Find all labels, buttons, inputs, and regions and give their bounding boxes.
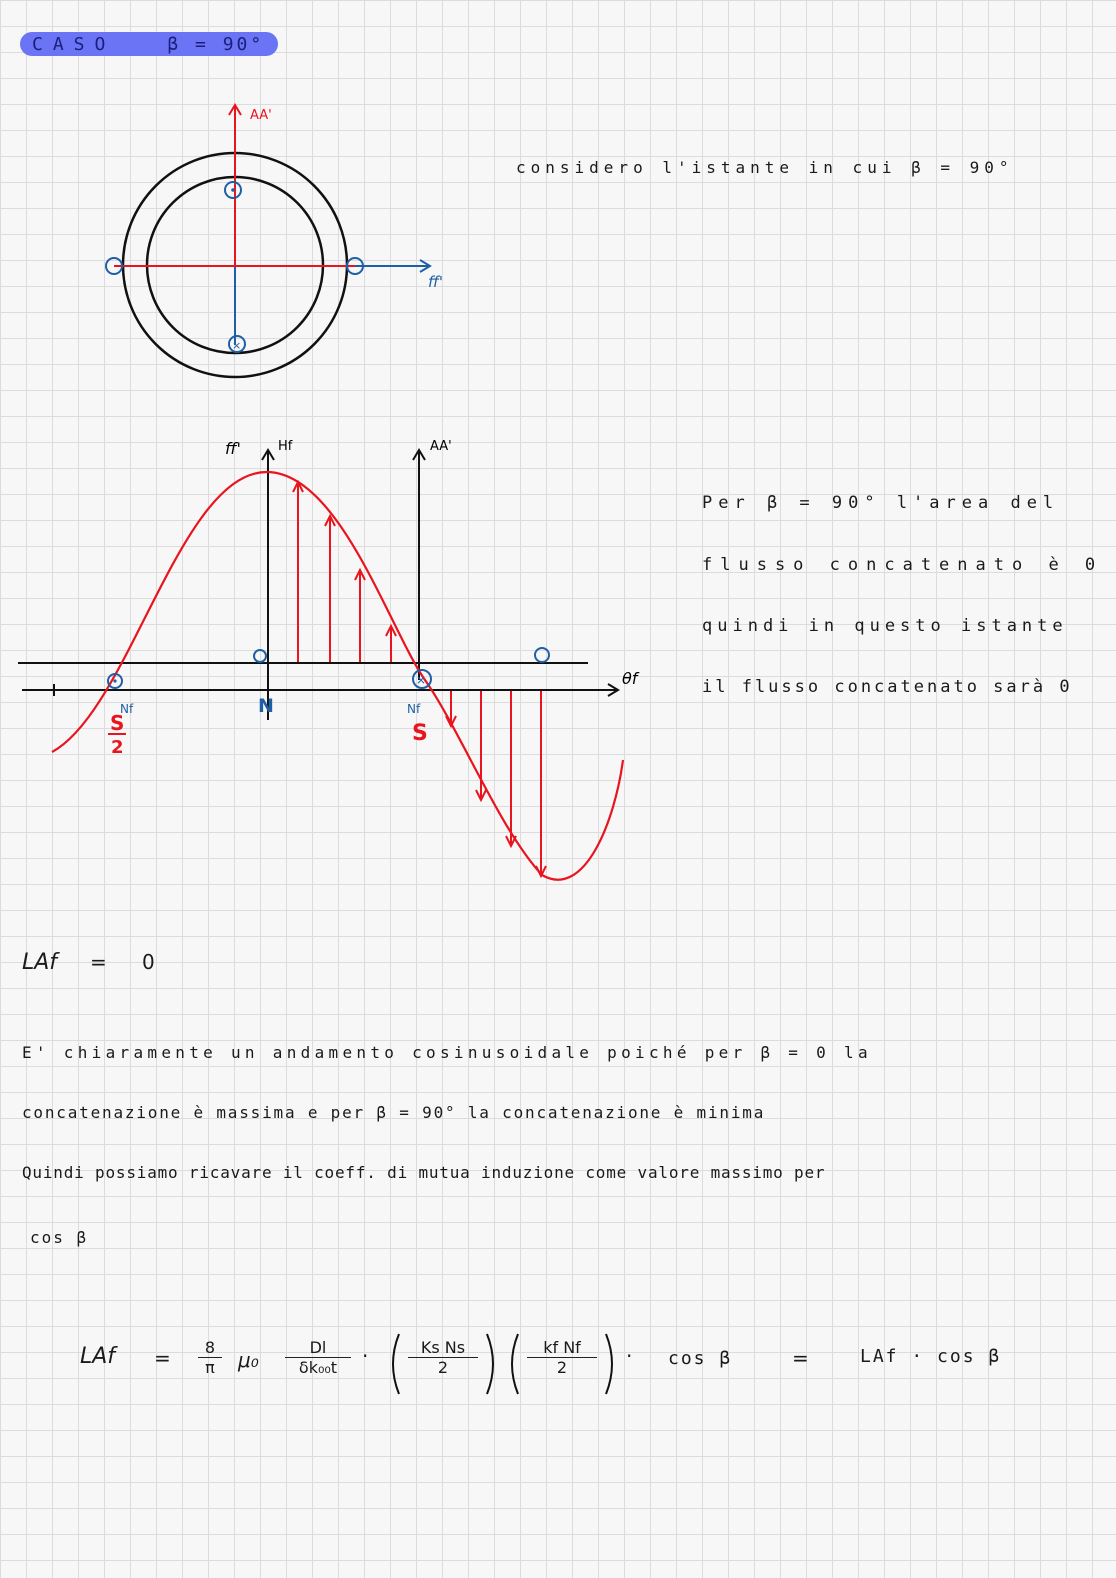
- eq-coef-num: 8: [198, 1338, 222, 1358]
- ring-diagram: [90, 95, 480, 395]
- side-note-line2: flusso concatenato è 0: [702, 555, 1104, 575]
- eq-f3-den: 2: [556, 1358, 568, 1377]
- svg-text:×: ×: [232, 339, 242, 352]
- eq-dot-1: ·: [362, 1344, 369, 1368]
- plot-two-left: 2: [111, 737, 124, 758]
- paragraph-line1: E' chiaramente un andamento cosinusoidale poiché per β = 0 la: [22, 1043, 872, 1062]
- eq-fraction-3: [527, 1338, 597, 1377]
- eq-coefficient: [198, 1338, 222, 1377]
- plot-s-right: S: [412, 721, 428, 746]
- eq-fraction-2: [408, 1338, 478, 1377]
- plot-nf-right: Nf: [407, 702, 421, 716]
- case-label: CASO: [32, 33, 116, 55]
- plot-s-left: S: [110, 711, 125, 735]
- svg-text:×: ×: [416, 673, 427, 687]
- laf-zero-eq: =: [90, 950, 107, 974]
- plot-aa-label: AA': [430, 439, 452, 454]
- paragraph-line4: cos β: [30, 1228, 89, 1247]
- case-title-pill: [20, 32, 278, 56]
- eq-rhs: LAf · cos β: [860, 1346, 1002, 1367]
- plot-nf-left: Nf: [120, 702, 134, 716]
- side-note-line4: il flusso concatenato sarà 0: [702, 677, 1073, 697]
- eq-f3-num: kf Nf: [527, 1338, 597, 1358]
- plot-theta-label: θf: [622, 669, 638, 688]
- plot-hf-label: Hf: [278, 439, 293, 454]
- laf-zero-rhs: 0: [142, 950, 155, 974]
- paragraph-line2: concatenazione è massima e per β = 90° la concatenazione è minima: [22, 1103, 766, 1122]
- side-note-line3: quindi in questo istante: [702, 616, 1068, 636]
- beta-label: β = 90°: [167, 33, 265, 55]
- plot-ff-label: ff': [225, 439, 241, 458]
- eq-f1-num: Dl: [285, 1338, 351, 1358]
- ring-aa-label: AA': [250, 108, 272, 123]
- laf-zero-lhs: LAf: [22, 950, 58, 975]
- eq-equals-2: =: [792, 1346, 809, 1370]
- eq-f2-num: Ks Ns: [408, 1338, 478, 1358]
- side-note-line1: Per β = 90° l'area del: [702, 493, 1060, 513]
- eq-dot-2: ·: [626, 1344, 633, 1368]
- eq-fraction-1: [285, 1338, 351, 1377]
- eq-mu: μ₀: [238, 1348, 259, 1372]
- paragraph-line3: Quindi possiamo ricavare il coeff. di mutua induzione come valore massimo per: [22, 1163, 826, 1182]
- flux-plot: [10, 430, 640, 890]
- eq-cos: cos β: [668, 1348, 733, 1369]
- ring-ff-label: ff': [428, 273, 443, 291]
- right-text-line1: considero l'istante in cui β = 90°: [516, 158, 1014, 177]
- mutual-induction-equation: [80, 1330, 1080, 1410]
- eq-lhs: LAf: [80, 1344, 116, 1369]
- plot-n-label: N: [258, 695, 274, 717]
- eq-coef-den: π: [205, 1358, 215, 1377]
- eq-equals-1: =: [154, 1346, 171, 1370]
- eq-f1-den: δk₀₀t: [298, 1358, 338, 1377]
- eq-f2-den: 2: [437, 1358, 449, 1377]
